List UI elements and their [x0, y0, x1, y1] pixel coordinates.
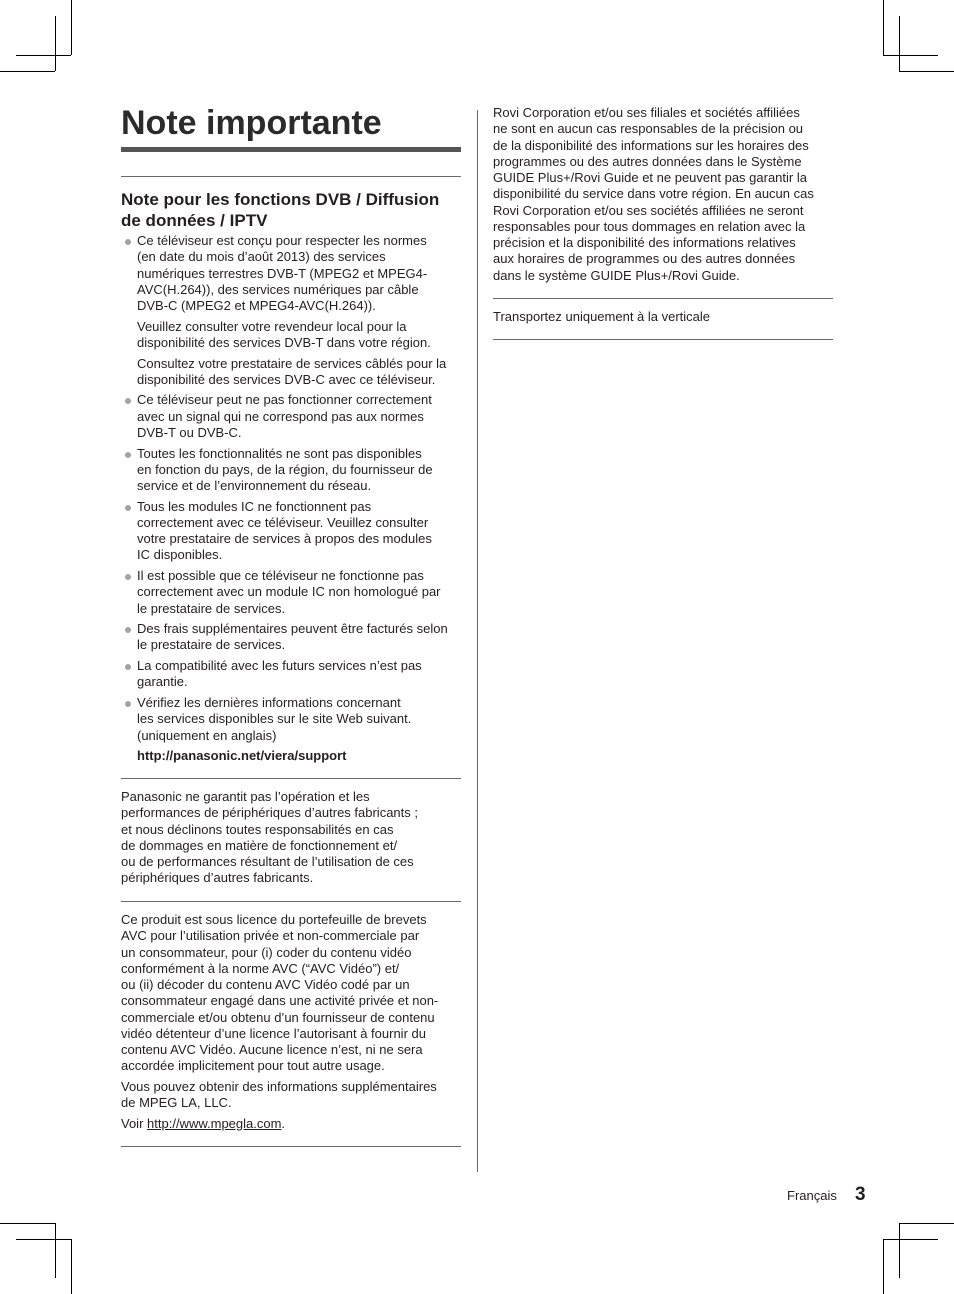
- bullet-icon: [125, 627, 131, 633]
- section-divider: [121, 901, 461, 902]
- crop-mark: [899, 71, 954, 72]
- crop-mark: [883, 1239, 938, 1240]
- bullet-text: Tous les modules IC ne fonctionnent pas correctement avec ce téléviseur. Veuillez consulter votre prestataire de services à propos des modules IC disponibles.: [137, 498, 432, 563]
- bullet-text: Des frais supplémentaires peuvent être facturés selon le prestataire de services.: [137, 621, 448, 653]
- footer-language: Français: [787, 1188, 837, 1203]
- bullet-icon: [125, 505, 131, 511]
- avc-more-info: Vous pouvez obtenir des informations supplémentaires de MPEG LA, LLC.: [121, 1078, 437, 1111]
- crop-mark: [71, 0, 72, 55]
- transport-notice: Transportez uniquement à la verticale: [493, 309, 711, 324]
- section-divider: [493, 339, 833, 340]
- crop-mark: [883, 55, 938, 56]
- crop-mark: [71, 1239, 72, 1294]
- dvb-bullet: [121, 621, 461, 654]
- crop-mark: [899, 1223, 954, 1224]
- dvb-bullet: [121, 446, 461, 495]
- bullet-icon: [125, 398, 131, 404]
- bullet-icon: [125, 452, 131, 458]
- section-divider: [121, 778, 461, 779]
- avc-license-text: Ce produit est sous licence du portefeuille de brevets AVC pour l’utilisation privée et non-commerciale par un consommateur, pour (i) coder du contenu vidéo conformément à la norme AVC (“AVC Vidéo”) et/ ou (ii) décoder du contenu AVC Vidéo codé par un consommateur engagé dans une activité privée et non- commerciale et/ou obtenu d’un fournisseur de contenu vidéo détenteur d’une licence l’autorisant à fournir du contenu AVC Vidéo. Aucune licence n’est, ni ne sera accordée implicitement pour tout autre usage.: [121, 912, 439, 1074]
- section-divider: [121, 1146, 461, 1147]
- crop-mark: [899, 1223, 900, 1278]
- see-label: Voir: [121, 1115, 144, 1131]
- crop-mark: [883, 1239, 884, 1294]
- section-divider: [121, 176, 461, 177]
- bullet-text: La compatibilité avec les futurs services n’est pas garantie.: [137, 658, 422, 690]
- bullet-text: Ce téléviseur est conçu pour respecter les normes (en date du mois d’août 2013) des services numériques terrestres DVB-T (MPEG2 et MPEG4- AVC(H.264)), des services numériques par câble DVB-C (MPEG2 et MPEG4-AVC(H.264)).: [137, 233, 428, 313]
- page-number: 3: [855, 1184, 866, 1205]
- rovi-notice: Rovi Corporation et/ou ses filiales et sociétés affiliées ne sont en aucun cas responsables de la précision ou de la disponibilité des informations sur les horaires des programmes ou des autres données dans le Système GUIDE Plus+/Rovi Guide et ne peuvent pas garantir la disponibilité du service dans votre région. En aucun cas Rovi Corporation et/ou ses sociétés affiliées ne seront responsables pour tous dommages en relation avec la précision et la disponibilité des informations relatives aux horaires de programmes ou des autres données dans le système GUIDE Plus+/Rovi Guide.: [493, 105, 814, 283]
- dvb-bullet: [121, 233, 461, 388]
- support-url: http://panasonic.net/viera/support: [137, 748, 347, 764]
- crop-mark: [883, 0, 884, 55]
- crop-mark: [899, 16, 900, 71]
- bullet-note: Veuillez consulter votre revendeur local pour la disponibilité des services DVB-T dans votre région.: [137, 318, 431, 350]
- see-suffix: .: [281, 1115, 286, 1131]
- bullet-text: Vérifiez les dernières informations concernant les services disponibles sur le site Web suivant. (uniquement en anglais): [137, 695, 412, 743]
- peripherals-notice: Panasonic ne garantit pas l’opération et les performances de périphériques d’autres fabricants ; et nous déclinons toutes responsabilités en cas de dommages en matière de fonctionnement et/ ou de performances résultant de l’utilisation de ces périphériques d’autres fabricants.: [121, 789, 418, 886]
- dvb-bullet-list: [121, 233, 461, 769]
- bullet-text: Toutes les fonctionnalités ne sont pas disponibles en fonction du pays, de la région, du fournisseur de service et de l’environnement du réseau.: [137, 445, 433, 494]
- dvb-bullet: [121, 499, 461, 564]
- avc-see-line: [121, 1116, 461, 1132]
- bullet-icon: [125, 701, 131, 707]
- mpegla-link[interactable]: http://www.mpegla.com: [147, 1115, 282, 1131]
- bullet-icon: [125, 574, 131, 580]
- crop-mark: [55, 16, 56, 71]
- section-divider: [493, 298, 833, 299]
- dvb-bullet: [121, 392, 461, 441]
- bullet-icon: [125, 664, 131, 670]
- crop-mark: [55, 1223, 56, 1278]
- title-underline: [121, 147, 461, 152]
- bullet-text: Il est possible que ce téléviseur ne fonctionne pas correctement avec un module IC non homologué par le prestataire de services.: [137, 568, 441, 616]
- dvb-bullet: [121, 568, 461, 617]
- crop-mark: [16, 1239, 71, 1240]
- crop-mark: [0, 1223, 55, 1224]
- dvb-bullet: [121, 658, 461, 691]
- dvb-bullet: [121, 695, 461, 764]
- avc-license-block: [121, 912, 461, 1132]
- crop-mark: [0, 71, 55, 72]
- bullet-note: Consultez votre prestataire de services câblés pour la disponibilité des services DVB-C avec ce téléviseur.: [137, 355, 447, 387]
- bullet-icon: [125, 239, 131, 245]
- bullet-text: Ce téléviseur peut ne pas fonctionner correctement avec un signal qui ne correspond pas aux normes DVB-T ou DVB-C.: [137, 392, 432, 440]
- column-divider: [477, 110, 478, 1172]
- page-title: Note importante: [121, 104, 382, 142]
- crop-mark: [16, 55, 71, 56]
- dvb-section-heading: Note pour les fonctions DVB / Diffusion de données / IPTV: [121, 190, 440, 230]
